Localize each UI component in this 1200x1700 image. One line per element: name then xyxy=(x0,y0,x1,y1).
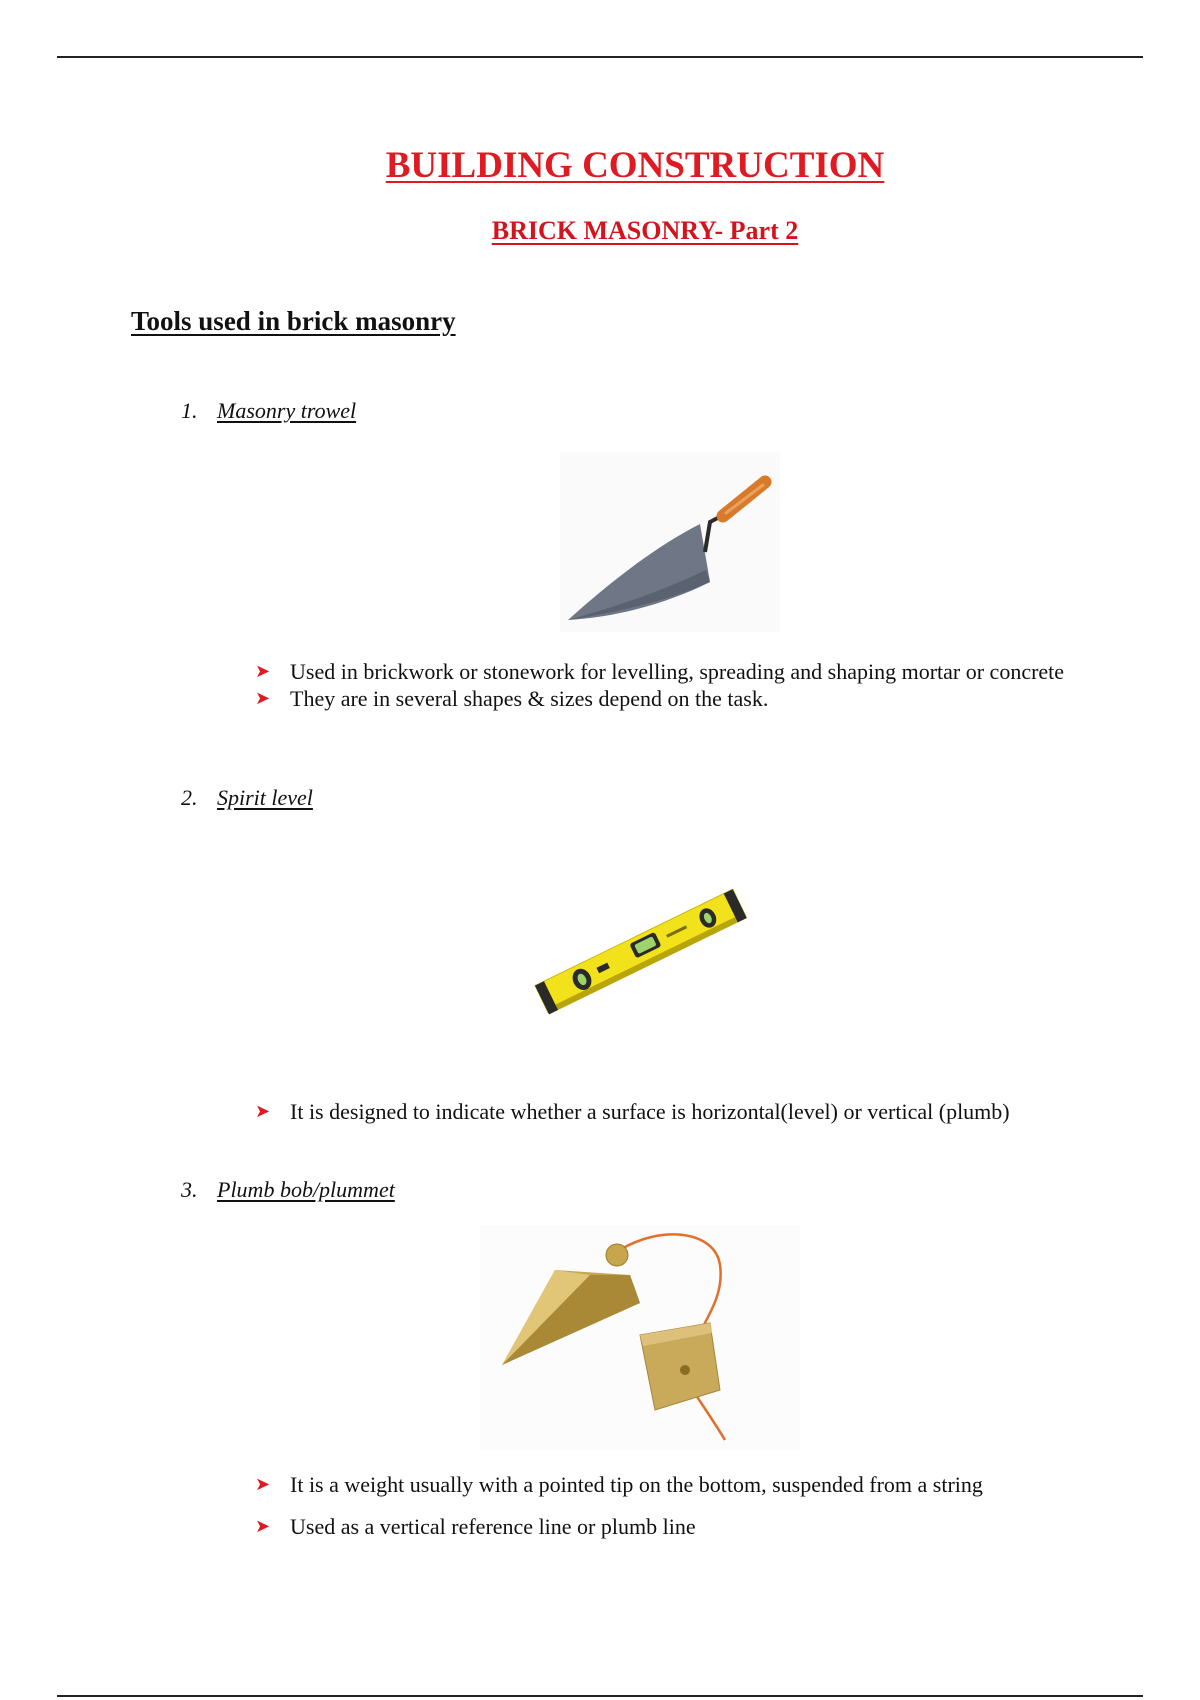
masonry-trowel-bullets xyxy=(255,658,1075,712)
list-item: ➤ Used in brickwork or stonework for levelling, spreading and shaping mortar or concrete xyxy=(255,659,1065,684)
tool-number: 1. xyxy=(181,398,198,423)
spirit-level-bullets xyxy=(255,1092,1075,1132)
bottom-rule xyxy=(57,1695,1143,1697)
list-item: ➤ Used as a vertical reference line or plumb line xyxy=(255,1506,1075,1548)
tool-number: 3. xyxy=(181,1177,198,1202)
list-item: ➤ It is a weight usually with a pointed tip on the bottom, suspended from a string xyxy=(255,1464,1075,1506)
plumb-bob-bullets xyxy=(255,1464,1075,1548)
list-item: ➤ They are in several shapes & sizes depend on the task. xyxy=(255,686,769,711)
tool-name: Spirit level xyxy=(217,785,313,810)
tool-name: Plumb bob/plummet xyxy=(217,1177,395,1202)
tool-heading-plumb-bob xyxy=(181,1177,395,1203)
arrow-bullet-icon: ➤ xyxy=(255,688,271,709)
list-item: ➤ It is designed to indicate whether a surface is horizontal(level) or vertical (plumb) xyxy=(255,1092,1075,1132)
tool-heading-spirit-level xyxy=(181,785,313,811)
plumb-bob-icon xyxy=(480,1225,800,1450)
tool-name: Masonry trowel xyxy=(217,398,357,423)
arrow-bullet-icon: ➤ xyxy=(255,1516,271,1537)
spirit-level-icon xyxy=(525,870,755,1030)
document-title: BUILDING CONSTRUCTION xyxy=(385,145,885,186)
trowel-icon xyxy=(560,452,780,632)
arrow-bullet-icon: ➤ xyxy=(255,1101,271,1122)
document-subtitle: BRICK MASONRY- Part 2 xyxy=(491,216,799,245)
section-heading: Tools used in brick masonry xyxy=(131,306,456,336)
tool-number: 2. xyxy=(181,785,198,810)
tool-heading-masonry-trowel xyxy=(181,398,356,424)
arrow-bullet-icon: ➤ xyxy=(255,661,271,682)
arrow-bullet-icon: ➤ xyxy=(255,1474,271,1495)
top-rule xyxy=(57,56,1143,58)
